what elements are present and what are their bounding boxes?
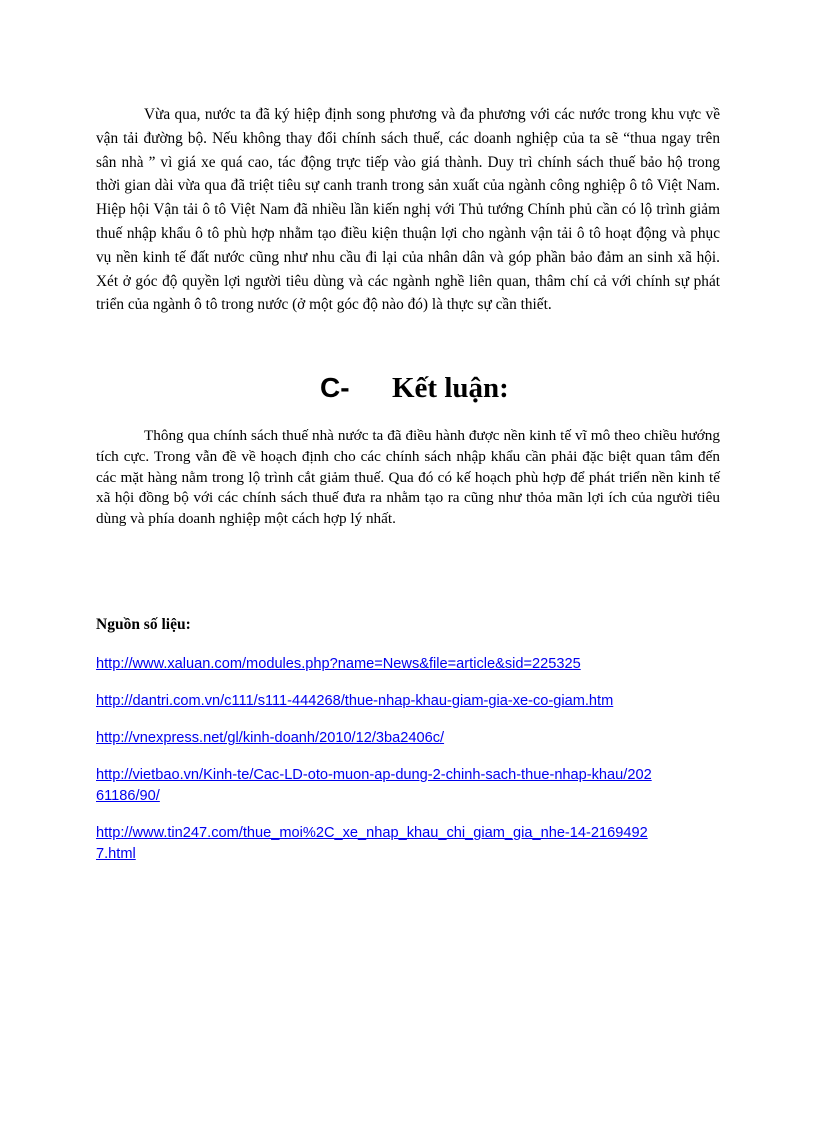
source-links-list [96,654,720,881]
section-heading [0,364,816,412]
source-link-item [96,654,720,675]
source-link-item [96,691,720,712]
intro-paragraph: Vừa qua, nước ta đã ký hiệp định song phương và đa phương với các nước trong khu vực về vận tải đường bộ. Nếu không thay đổi chính sách thuế, các doanh nghiệp của ta sẽ “thua ngay trên sân nhà ” vì giá xe quá cao, tác động trực tiếp vào giá thành. Duy trì chính sách thuế bảo hộ trong thời gian dài vừa qua đã triệt tiêu sự canh tranh trong sản xuất của ngành công nghiệp ô tô Việt Nam. Hiệp hội Vận tải ô tô Việt Nam đã nhiều lần kiến nghị với Thủ tướng Chính phủ cần có lộ trình giảm thuế nhập khẩu ô tô phù hợp nhằm tạo điều kiện thuận lợi cho ngành vận tải ô tô hoạt động và phục vụ nền kinh tế đất nước cũng như nhu cầu đi lại của nhân dân và góp phần bảo đảm an sinh xã hội. Xét ở góc độ quyền lợi người tiêu dùng và các ngành nghề liên quan, thâm chí cả với chính sự phát triển của ngành ô tô trong nước (ở một góc độ nào đó) là thực sự cần thiết. [96,106,720,314]
sources-label: Nguồn số liệu: [96,616,191,633]
source-link-vnexpress[interactable]: http://vnexpress.net/gl/kinh-doanh/2010/12/3ba2406c/ [96,730,445,746]
source-link-item [96,823,720,865]
heading-title: Kết luận: [392,372,509,404]
source-link-item [96,728,720,749]
source-link-xaluan[interactable]: http://www.xaluan.com/modules.php?name=News&file=article&sid=225325 [96,656,581,672]
conclusion-paragraph: Thông qua chính sách thuế nhà nước ta đã điều hành được nền kinh tế vĩ mô theo chiều hướng tích cực. Trong vẫn đề về hoạch định cho các chính sách nhập khẩu cần phải đặc biệt quan tâm đến các mặt hàng nằm trong lộ trình cắt giảm thuế. Qua đó có kế hoạch phù hợp để phát triển nền kinh tế xã hội đồng bộ với các chính sách thuế đưa ra nhằm tạo ra cũng như thỏa mãn lợi ích của người tiêu dùng và phía doanh nghiệp một cách hợp lý nhất. [96,427,720,528]
source-link-tin247[interactable]: http://www.tin247.com/thue_moi%2C_xe_nhap_khau_chi_giam_gia_nhe-14-21694927.html [96,825,648,862]
source-link-dantri[interactable]: http://dantri.com.vn/c111/s111-444268/thue-nhap-khau-giam-gia-xe-co-giam.htm [96,693,614,709]
heading-number: C- [320,372,350,403]
source-link-item [96,765,720,807]
source-link-vietbao[interactable]: http://vietbao.vn/Kinh-te/Cac-LD-oto-muon-ap-dung-2-chinh-sach-thue-nhap-khau/20261186/90/ [96,767,652,804]
